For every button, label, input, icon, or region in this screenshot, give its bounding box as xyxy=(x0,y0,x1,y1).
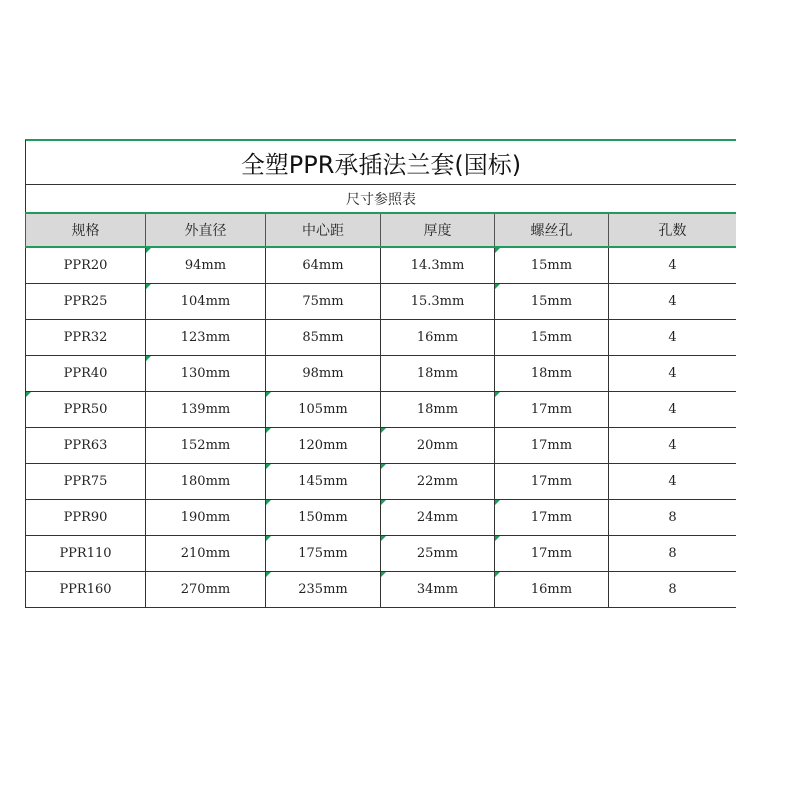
table-row xyxy=(25,500,736,536)
cell-thickness[interactable]: 24mm xyxy=(380,500,494,535)
table-row xyxy=(25,464,736,500)
table-row xyxy=(25,536,736,572)
cell-center-distance[interactable]: 105mm xyxy=(265,392,380,427)
cell-bolt-hole[interactable]: 17mm xyxy=(494,536,608,571)
cell-center-distance[interactable]: 145mm xyxy=(265,464,380,499)
cell-thickness[interactable]: 20mm xyxy=(380,428,494,463)
cell-thickness[interactable]: 18mm xyxy=(380,356,494,391)
cell-bolt-hole[interactable]: 17mm xyxy=(494,464,608,499)
cell-outer-diameter[interactable]: 104mm xyxy=(145,284,265,319)
spreadsheet-table xyxy=(25,139,736,608)
cell-spec[interactable]: PPR32 xyxy=(25,320,145,355)
cell-thickness[interactable]: 34mm xyxy=(380,572,494,607)
cell-outer-diameter[interactable]: 139mm xyxy=(145,392,265,427)
cell-bolt-hole[interactable]: 17mm xyxy=(494,500,608,535)
cell-center-distance[interactable]: 120mm xyxy=(265,428,380,463)
cell-spec[interactable]: PPR110 xyxy=(25,536,145,571)
cell-outer-diameter[interactable]: 94mm xyxy=(145,248,265,283)
cell-hole-count[interactable]: 4 xyxy=(608,392,736,427)
cell-outer-diameter[interactable]: 190mm xyxy=(145,500,265,535)
cell-center-distance[interactable]: 85mm xyxy=(265,320,380,355)
cell-center-distance[interactable]: 175mm xyxy=(265,536,380,571)
cell-thickness[interactable]: 18mm xyxy=(380,392,494,427)
cell-hole-count[interactable]: 4 xyxy=(608,248,736,283)
column-header-row xyxy=(25,212,736,248)
table-row xyxy=(25,248,736,284)
table-title[interactable]: 全塑PPR承插法兰套(国标) xyxy=(25,139,736,184)
header-cell-thickness[interactable]: 厚度 xyxy=(380,214,494,246)
table-subtitle[interactable]: 尺寸参照表 xyxy=(25,184,736,212)
table-row xyxy=(25,356,736,392)
cell-bolt-hole[interactable]: 15mm xyxy=(494,284,608,319)
cell-hole-count[interactable]: 4 xyxy=(608,428,736,463)
cell-spec[interactable]: PPR40 xyxy=(25,356,145,391)
cell-hole-count[interactable]: 4 xyxy=(608,464,736,499)
table-row xyxy=(25,428,736,464)
cell-hole-count[interactable]: 8 xyxy=(608,500,736,535)
table-row xyxy=(25,572,736,608)
cell-spec[interactable]: PPR63 xyxy=(25,428,145,463)
cell-thickness[interactable]: 15.3mm xyxy=(380,284,494,319)
cell-bolt-hole[interactable]: 16mm xyxy=(494,572,608,607)
cell-bolt-hole[interactable]: 17mm xyxy=(494,392,608,427)
table-row xyxy=(25,284,736,320)
cell-thickness[interactable]: 25mm xyxy=(380,536,494,571)
cell-center-distance[interactable]: 150mm xyxy=(265,500,380,535)
header-cell-center-distance[interactable]: 中心距 xyxy=(265,214,380,246)
cell-hole-count[interactable]: 4 xyxy=(608,320,736,355)
cell-thickness[interactable]: 22mm xyxy=(380,464,494,499)
table-row xyxy=(25,320,736,356)
cell-spec[interactable]: PPR50 xyxy=(25,392,145,427)
cell-spec[interactable]: PPR160 xyxy=(25,572,145,607)
header-cell-hole-count[interactable]: 孔数 xyxy=(608,214,736,246)
table-row xyxy=(25,392,736,428)
cell-spec[interactable]: PPR20 xyxy=(25,248,145,283)
cell-hole-count[interactable]: 8 xyxy=(608,536,736,571)
cell-outer-diameter[interactable]: 270mm xyxy=(145,572,265,607)
cell-spec[interactable]: PPR25 xyxy=(25,284,145,319)
header-cell-spec[interactable]: 规格 xyxy=(25,214,145,246)
cell-bolt-hole[interactable]: 18mm xyxy=(494,356,608,391)
cell-outer-diameter[interactable]: 123mm xyxy=(145,320,265,355)
cell-hole-count[interactable]: 4 xyxy=(608,356,736,391)
cell-center-distance[interactable]: 64mm xyxy=(265,248,380,283)
cell-bolt-hole[interactable]: 15mm xyxy=(494,248,608,283)
header-cell-bolt-hole[interactable]: 螺丝孔 xyxy=(494,214,608,246)
cell-center-distance[interactable]: 98mm xyxy=(265,356,380,391)
cell-thickness[interactable]: 14.3mm xyxy=(380,248,494,283)
header-cell-outer-diameter[interactable]: 外直径 xyxy=(145,214,265,246)
cell-outer-diameter[interactable]: 152mm xyxy=(145,428,265,463)
cell-spec[interactable]: PPR75 xyxy=(25,464,145,499)
cell-outer-diameter[interactable]: 180mm xyxy=(145,464,265,499)
cell-center-distance[interactable]: 235mm xyxy=(265,572,380,607)
cell-outer-diameter[interactable]: 130mm xyxy=(145,356,265,391)
cell-thickness[interactable]: 16mm xyxy=(380,320,494,355)
cell-bolt-hole[interactable]: 15mm xyxy=(494,320,608,355)
cell-center-distance[interactable]: 75mm xyxy=(265,284,380,319)
cell-hole-count[interactable]: 4 xyxy=(608,284,736,319)
cell-outer-diameter[interactable]: 210mm xyxy=(145,536,265,571)
cell-bolt-hole[interactable]: 17mm xyxy=(494,428,608,463)
cell-hole-count[interactable]: 8 xyxy=(608,572,736,607)
cell-spec[interactable]: PPR90 xyxy=(25,500,145,535)
